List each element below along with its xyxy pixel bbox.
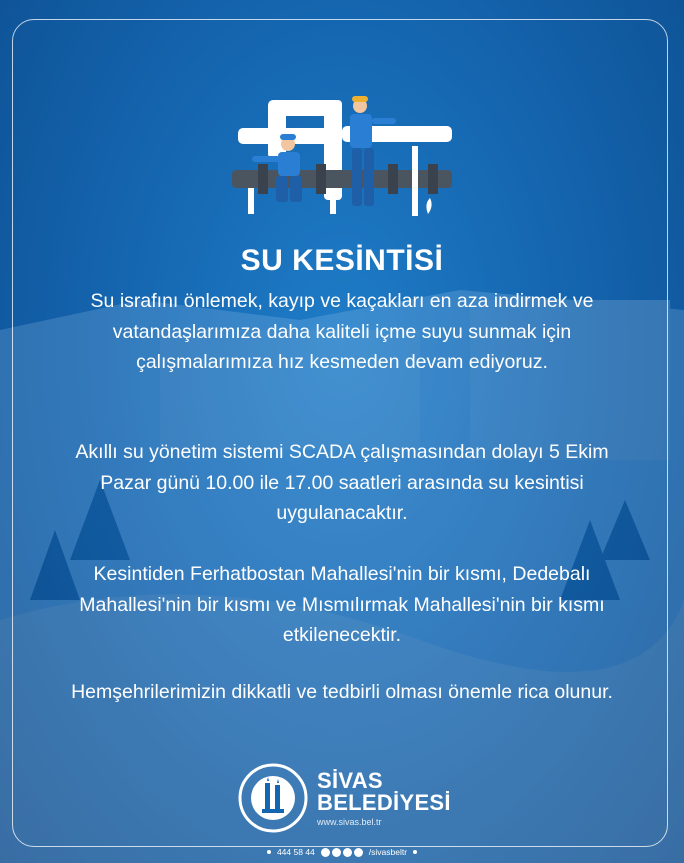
closing-paragraph: Hemşehrilerimizin dikkatli ve tedbirli olması önemle rica olunur. — [71, 681, 613, 703]
x-icon[interactable] — [332, 848, 341, 857]
instagram-icon[interactable] — [343, 848, 352, 857]
brand-url[interactable]: www.sivas.bel.tr — [317, 817, 382, 827]
social-icons — [321, 848, 363, 857]
facebook-icon[interactable] — [321, 848, 330, 857]
phone-number[interactable]: 444 58 44 — [276, 847, 315, 857]
intro-paragraph: Su israfını önlemek, kayıp ve kaçakları en aza indirmek ve vatandaşlarımıza daha kaliteli içme suyu sunmak için çalışmalarımıza hız kesmeden devam ediyoruz. — [90, 290, 594, 373]
brand-block — [317, 770, 451, 827]
municipality-seal-icon — [238, 763, 308, 833]
footer-bar — [0, 847, 684, 857]
social-handle[interactable]: /sivasbeltr — [368, 847, 408, 857]
youtube-icon[interactable] — [354, 848, 363, 857]
page-title: SU KESİNTİSİ — [240, 244, 444, 277]
dot-icon — [413, 850, 417, 854]
brand-name-line2: BELEDİYESİ — [317, 790, 451, 815]
brand-name-line1: SİVAS — [317, 768, 383, 793]
pipeline-workers-illustration — [228, 86, 456, 222]
outage-schedule-paragraph: Akıllı su yönetim sistemi SCADA çalışmasından dolayı 5 Ekim Pazar günü 10.00 ile 17.00 saatleri arasında su kesintisi uygulanacaktır. — [75, 441, 609, 524]
dot-icon — [267, 850, 271, 854]
affected-areas-paragraph: Kesintiden Ferhatbostan Mahallesi'nin bir kısmı, Dedebalı Mahallesi'nin bir kısmı ve Mısmılırmak Mahallesi'nin bir kısmı etkilenecektir. — [79, 563, 605, 646]
